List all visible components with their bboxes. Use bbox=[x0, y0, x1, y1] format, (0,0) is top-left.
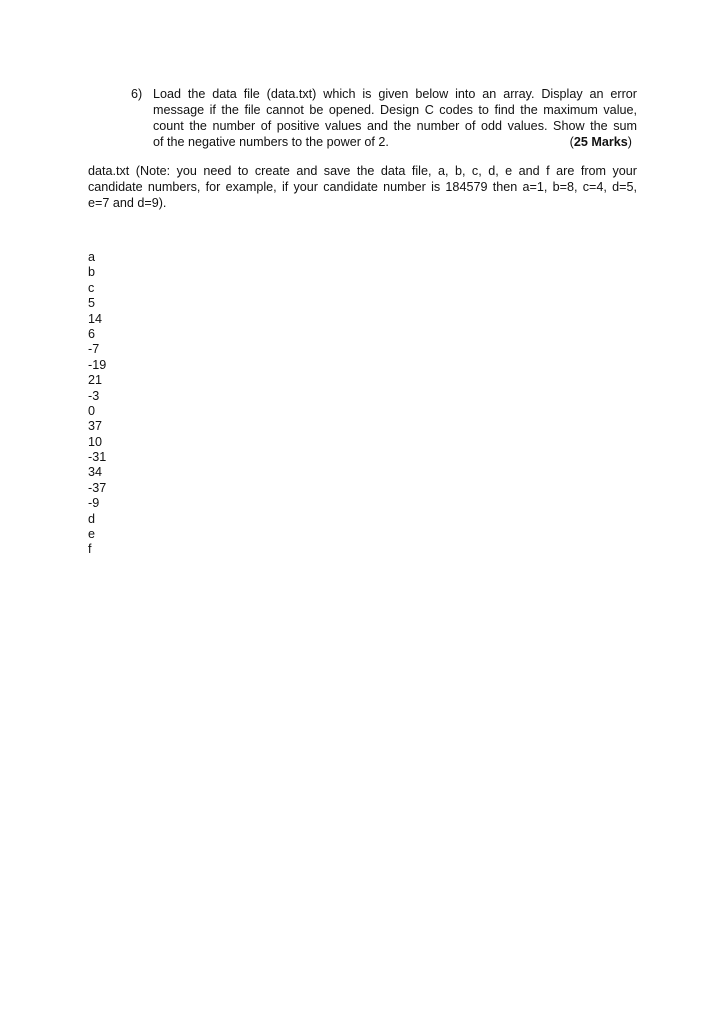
data-value: -37 bbox=[88, 480, 107, 495]
data-value: -9 bbox=[88, 496, 100, 511]
data-value: b bbox=[88, 265, 96, 280]
note-line: candidate numbers, for example, if your candidate number is 184579 then a=1, b=8, c=4, d=5, bbox=[88, 180, 637, 194]
data-value: f bbox=[88, 542, 92, 557]
data-value: -7 bbox=[88, 342, 100, 357]
marks-value: 25 Marks bbox=[573, 135, 628, 149]
note-line: data.txt (Note: you need to create and save the data file, a, b, c, d, e and f are from your bbox=[88, 164, 637, 178]
question-line: message if the file cannot be opened. Design C codes to find the maximum value, bbox=[153, 103, 637, 117]
data-file-note bbox=[88, 163, 637, 211]
question-line: Load the data file (data.txt) which is given below into an array. Display an error bbox=[153, 87, 637, 101]
data-values-list bbox=[88, 250, 106, 558]
data-value: 0 bbox=[88, 403, 96, 418]
data-value: 5 bbox=[88, 296, 96, 311]
marks-close-paren: ) bbox=[627, 135, 632, 149]
data-value: 10 bbox=[88, 434, 103, 449]
data-value: c bbox=[88, 280, 95, 295]
data-value: 34 bbox=[88, 465, 103, 480]
data-value: -19 bbox=[88, 357, 107, 372]
data-value: -31 bbox=[88, 450, 107, 465]
data-value: 14 bbox=[88, 311, 103, 326]
data-value: 21 bbox=[88, 373, 103, 388]
marks-open-paren: ( bbox=[569, 135, 574, 149]
question-line: of the negative numbers to the power of 2. bbox=[153, 135, 389, 149]
data-value: a bbox=[88, 250, 96, 264]
question-text bbox=[153, 86, 637, 150]
question-number: 6) bbox=[131, 87, 143, 101]
data-value: -3 bbox=[88, 388, 100, 403]
data-value: 37 bbox=[88, 419, 103, 434]
data-value: e bbox=[88, 527, 96, 542]
marks-label bbox=[570, 134, 632, 150]
question-last-line bbox=[153, 134, 637, 150]
data-value: d bbox=[88, 511, 96, 526]
note-line: e=7 and d=9). bbox=[88, 196, 167, 210]
question-line: count the number of positive values and the number of odd values. Show the sum bbox=[153, 119, 637, 133]
data-value: 6 bbox=[88, 326, 96, 341]
